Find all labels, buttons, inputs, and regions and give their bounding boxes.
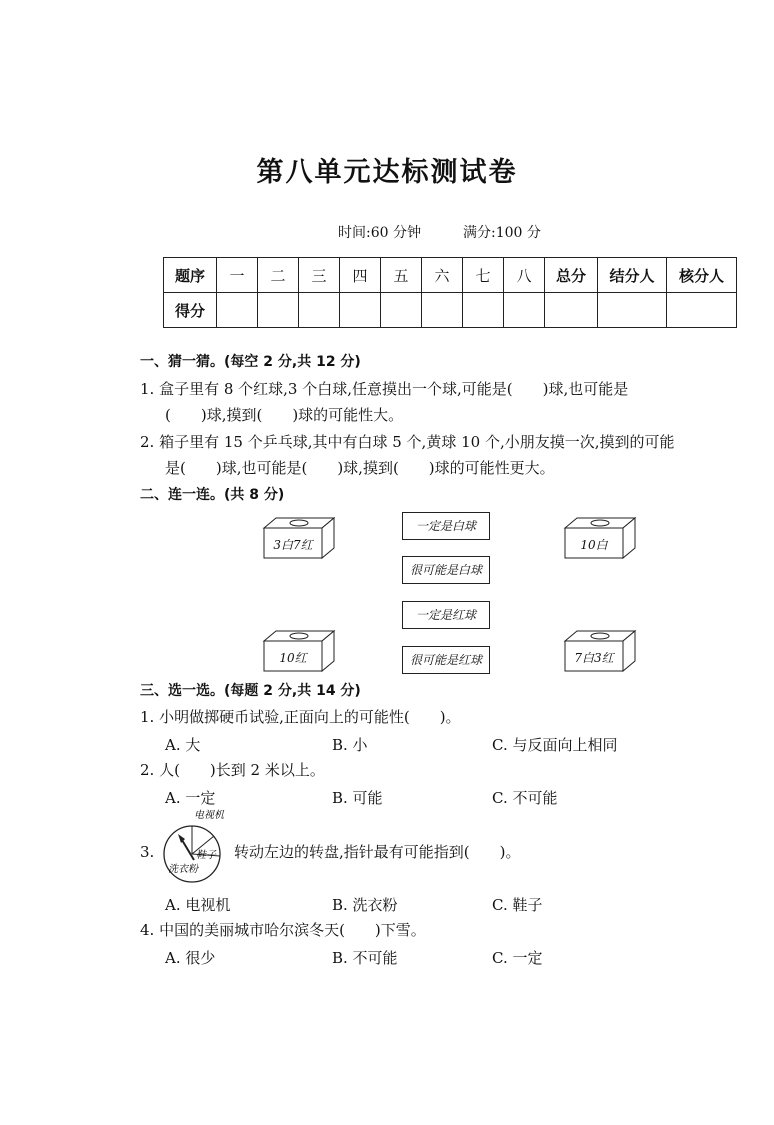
- table-cell: 三: [299, 258, 340, 293]
- question-1-1-line2: ( )球,摸到( )球的可能性大。: [165, 406, 404, 424]
- option-b[interactable]: B. 小: [332, 736, 368, 754]
- exam-time: 时间:60 分钟: [338, 225, 421, 241]
- option-b[interactable]: B. 可能: [332, 789, 383, 807]
- ball-box-label: 10红: [279, 651, 307, 665]
- table-cell: 一: [217, 258, 258, 293]
- option-b[interactable]: B. 洗衣粉: [332, 896, 398, 914]
- statement-box[interactable]: 很可能是白球: [402, 556, 490, 584]
- option-c[interactable]: C. 不可能: [492, 789, 558, 807]
- question-3-2: 2. 人( )长到 2 米以上。: [140, 761, 325, 779]
- exam-meta: [338, 222, 541, 242]
- table-cell: 结分人: [598, 258, 667, 293]
- statement-box[interactable]: 很可能是红球: [402, 646, 490, 674]
- option-a[interactable]: A. 很少: [165, 949, 216, 967]
- table-cell: 得分: [164, 293, 217, 328]
- score-input-cell[interactable]: [299, 293, 340, 328]
- score-input-cell[interactable]: [667, 293, 737, 328]
- table-cell: 五: [381, 258, 422, 293]
- option-a[interactable]: A. 一定: [165, 789, 216, 807]
- spinner-icon: [158, 812, 234, 884]
- score-input-cell[interactable]: [422, 293, 463, 328]
- table-cell: 八: [504, 258, 545, 293]
- spinner-label: 电视机: [194, 810, 224, 821]
- question-1-2-line2: 是( )球,也可能是( )球,摸到( )球的可能性更大。: [165, 459, 555, 477]
- table-cell: 二: [258, 258, 299, 293]
- table-cell: 核分人: [667, 258, 737, 293]
- table-cell: 题序: [164, 258, 217, 293]
- score-table: [163, 257, 737, 328]
- score-table-header-row: [164, 258, 737, 293]
- option-c[interactable]: C. 与反面向上相同: [492, 736, 618, 754]
- option-a[interactable]: A. 电视机: [165, 896, 231, 914]
- option-c[interactable]: C. 一定: [492, 949, 543, 967]
- ball-box-label: 7白3红: [574, 651, 614, 665]
- question-3-4: 4. 中国的美丽城市哈尔滨冬天( )下雪。: [140, 921, 426, 939]
- question-3-3-number: 3.: [140, 843, 155, 861]
- question-3-3: 转动左边的转盘,指针最有可能指到( )。: [234, 843, 521, 861]
- section3-heading: 三、选一选。(每题 2 分,共 14 分): [140, 683, 361, 699]
- page-title: 第八单元达标测试卷: [256, 157, 518, 188]
- section1-heading: 一、猜一猜。(每空 2 分,共 12 分): [140, 354, 361, 370]
- statement-box[interactable]: 一定是红球: [402, 601, 490, 629]
- spinner-label: 洗衣粉: [168, 864, 198, 875]
- ball-box-label: 10白: [580, 538, 608, 552]
- table-cell: 四: [340, 258, 381, 293]
- option-a[interactable]: A. 大: [165, 736, 201, 754]
- score-input-cell[interactable]: [258, 293, 299, 328]
- table-cell: 七: [463, 258, 504, 293]
- statement-box[interactable]: 一定是白球: [402, 512, 490, 540]
- score-input-cell[interactable]: [598, 293, 667, 328]
- section2-heading: 二、连一连。(共 8 分): [140, 487, 285, 503]
- ball-box-label: 3白7红: [273, 538, 313, 552]
- option-b[interactable]: B. 不可能: [332, 949, 398, 967]
- table-cell: 六: [422, 258, 463, 293]
- score-input-cell[interactable]: [504, 293, 545, 328]
- spinner-label: 鞋子: [196, 850, 216, 861]
- score-input-cell[interactable]: [381, 293, 422, 328]
- score-input-cell[interactable]: [545, 293, 598, 328]
- question-3-1: 1. 小明做掷硬币试验,正面向上的可能性( )。: [140, 708, 461, 726]
- score-input-cell[interactable]: [340, 293, 381, 328]
- score-input-cell[interactable]: [217, 293, 258, 328]
- score-input-cell[interactable]: [463, 293, 504, 328]
- question-1-1-line1: 1. 盒子里有 8 个红球,3 个白球,任意摸出一个球,可能是( )球,也可能是: [140, 380, 629, 398]
- exam-full-score: 满分:100 分: [462, 225, 541, 241]
- score-table-score-row: [164, 293, 737, 328]
- question-1-2-line1: 2. 箱子里有 15 个乒乓球,其中有白球 5 个,黄球 10 个,小朋友摸一次,摸到的可能: [140, 433, 675, 451]
- option-c[interactable]: C. 鞋子: [492, 896, 543, 914]
- table-cell: 总分: [545, 258, 598, 293]
